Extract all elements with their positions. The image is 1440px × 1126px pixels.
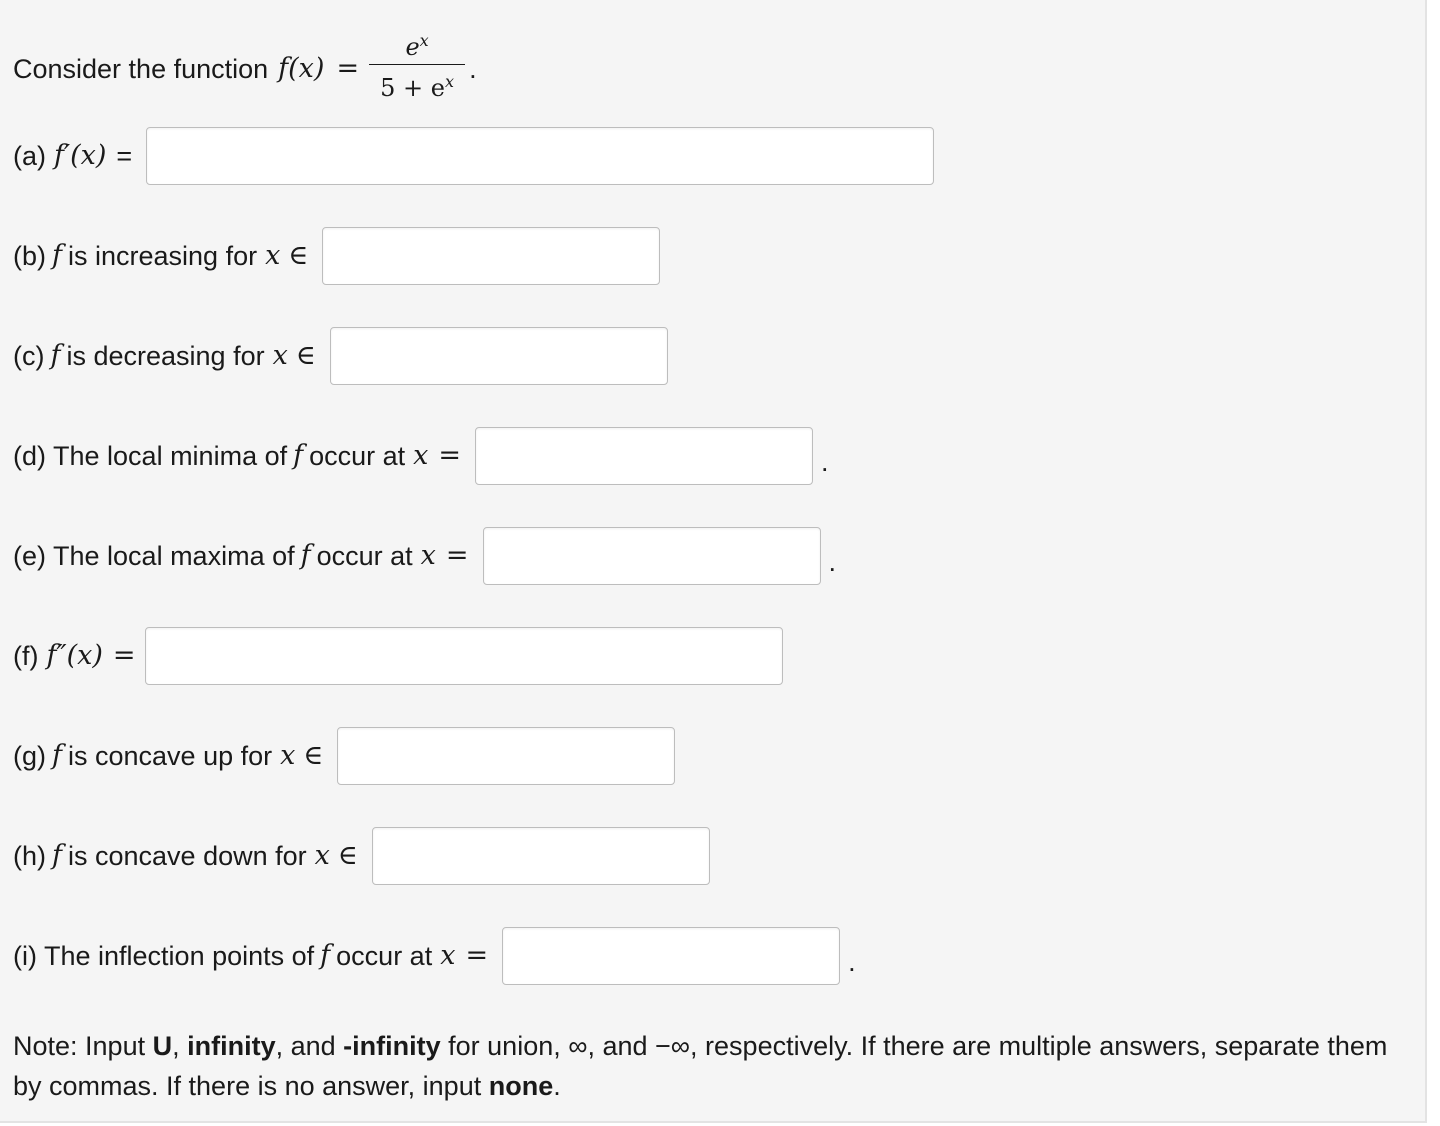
part-h-var: x (314, 840, 330, 871)
part-c-in: ∈ (295, 340, 316, 371)
answer-b-input[interactable] (322, 227, 660, 285)
answer-f-input[interactable] (145, 627, 783, 685)
part-e-period: . (828, 547, 837, 577)
part-f-label: (f) (13, 641, 39, 671)
intro-line (13, 30, 477, 107)
part-i-var: x (440, 940, 456, 971)
part-g-text: is concave up for (68, 741, 273, 771)
part-b-var: x (265, 240, 281, 271)
part-i-equals: = (465, 940, 489, 971)
part-g-var: x (280, 740, 296, 771)
note-bold-union: U (152, 1031, 173, 1061)
part-i-period: . (848, 947, 856, 977)
part-d-period: . (821, 447, 829, 477)
part-e-f: f (300, 540, 311, 571)
part-h-f: f (52, 840, 62, 871)
part-e-var: x (420, 540, 436, 571)
answer-g-input[interactable] (337, 727, 675, 785)
part-i (13, 927, 856, 985)
part-d (13, 427, 829, 485)
part-b (13, 227, 660, 285)
answer-i-input[interactable] (502, 927, 840, 985)
part-c-label: (c) (13, 341, 45, 371)
part-f-equals: = (112, 640, 136, 671)
part-g-in: ∈ (303, 740, 324, 771)
part-a-label: (a) (13, 141, 46, 171)
part-a-math: f′(x) (54, 140, 107, 171)
part-d-equals: = (438, 440, 462, 471)
note-text-4: for union, ∞, and −∞, respectively. If there are multiple answers, separate them by commas. If there is no answer, input (13, 1031, 1388, 1101)
part-b-label: (b) (13, 241, 46, 271)
note-text-3: , and (275, 1031, 344, 1061)
note-text-5: . (553, 1071, 561, 1101)
note-text-1: Note: Input (13, 1031, 153, 1061)
part-e (13, 527, 836, 585)
answer-a-input[interactable] (146, 127, 934, 185)
part-d-f: f (293, 440, 304, 471)
intro-period: . (469, 53, 477, 84)
part-a (13, 127, 934, 185)
part-g (13, 727, 675, 785)
fraction-denominator: $5 + e^x$ (380, 72, 455, 102)
part-i-text: occur at (336, 941, 433, 971)
part-h-in: ∈ (337, 840, 358, 871)
part-f-math: f″(x) (46, 640, 103, 671)
note-bold-infinity: infinity (187, 1031, 276, 1061)
answer-e-input[interactable] (483, 527, 821, 585)
part-h-text: is concave down for (68, 841, 307, 871)
part-d-text: occur at (309, 441, 406, 471)
part-e-label: (e) The local maxima of (13, 541, 295, 571)
intro-text: Consider the function (13, 53, 269, 84)
part-c (13, 327, 668, 385)
part-a-equals: = (116, 141, 133, 171)
part-b-f: f (52, 240, 62, 271)
part-d-label: (d) The local minima of (13, 441, 288, 471)
part-e-text: occur at (316, 541, 413, 571)
part-h-label: (h) (13, 841, 46, 871)
part-c-text: is decreasing for (66, 341, 265, 371)
part-c-var: x (272, 340, 288, 371)
part-d-var: x (413, 440, 429, 471)
part-e-equals: = (445, 540, 469, 571)
part-f (13, 627, 783, 685)
part-c-f: f (50, 340, 61, 371)
part-g-label: (g) (13, 741, 46, 771)
part-b-in: ∈ (288, 240, 309, 271)
part-i-label: (i) The inflection points of (13, 941, 315, 971)
answer-h-input[interactable] (372, 827, 710, 885)
part-h (13, 827, 710, 885)
fraction-bar (369, 64, 465, 65)
note-text-2: , (172, 1031, 188, 1061)
part-i-f: f (320, 940, 331, 971)
answer-c-input[interactable] (330, 327, 668, 385)
instructions-note (13, 1026, 1413, 1106)
fraction-numerator: $e^x$ (405, 31, 429, 61)
fraction (369, 26, 465, 103)
part-b-text: is increasing for (68, 241, 258, 271)
note-bold-none: none (488, 1071, 554, 1101)
intro-equals: = (336, 52, 360, 84)
note-bold-neg-infinity: -infinity (343, 1031, 441, 1061)
answer-d-input[interactable] (475, 427, 813, 485)
intro-fx: f(x) (278, 52, 325, 84)
part-g-f: f (52, 740, 62, 771)
